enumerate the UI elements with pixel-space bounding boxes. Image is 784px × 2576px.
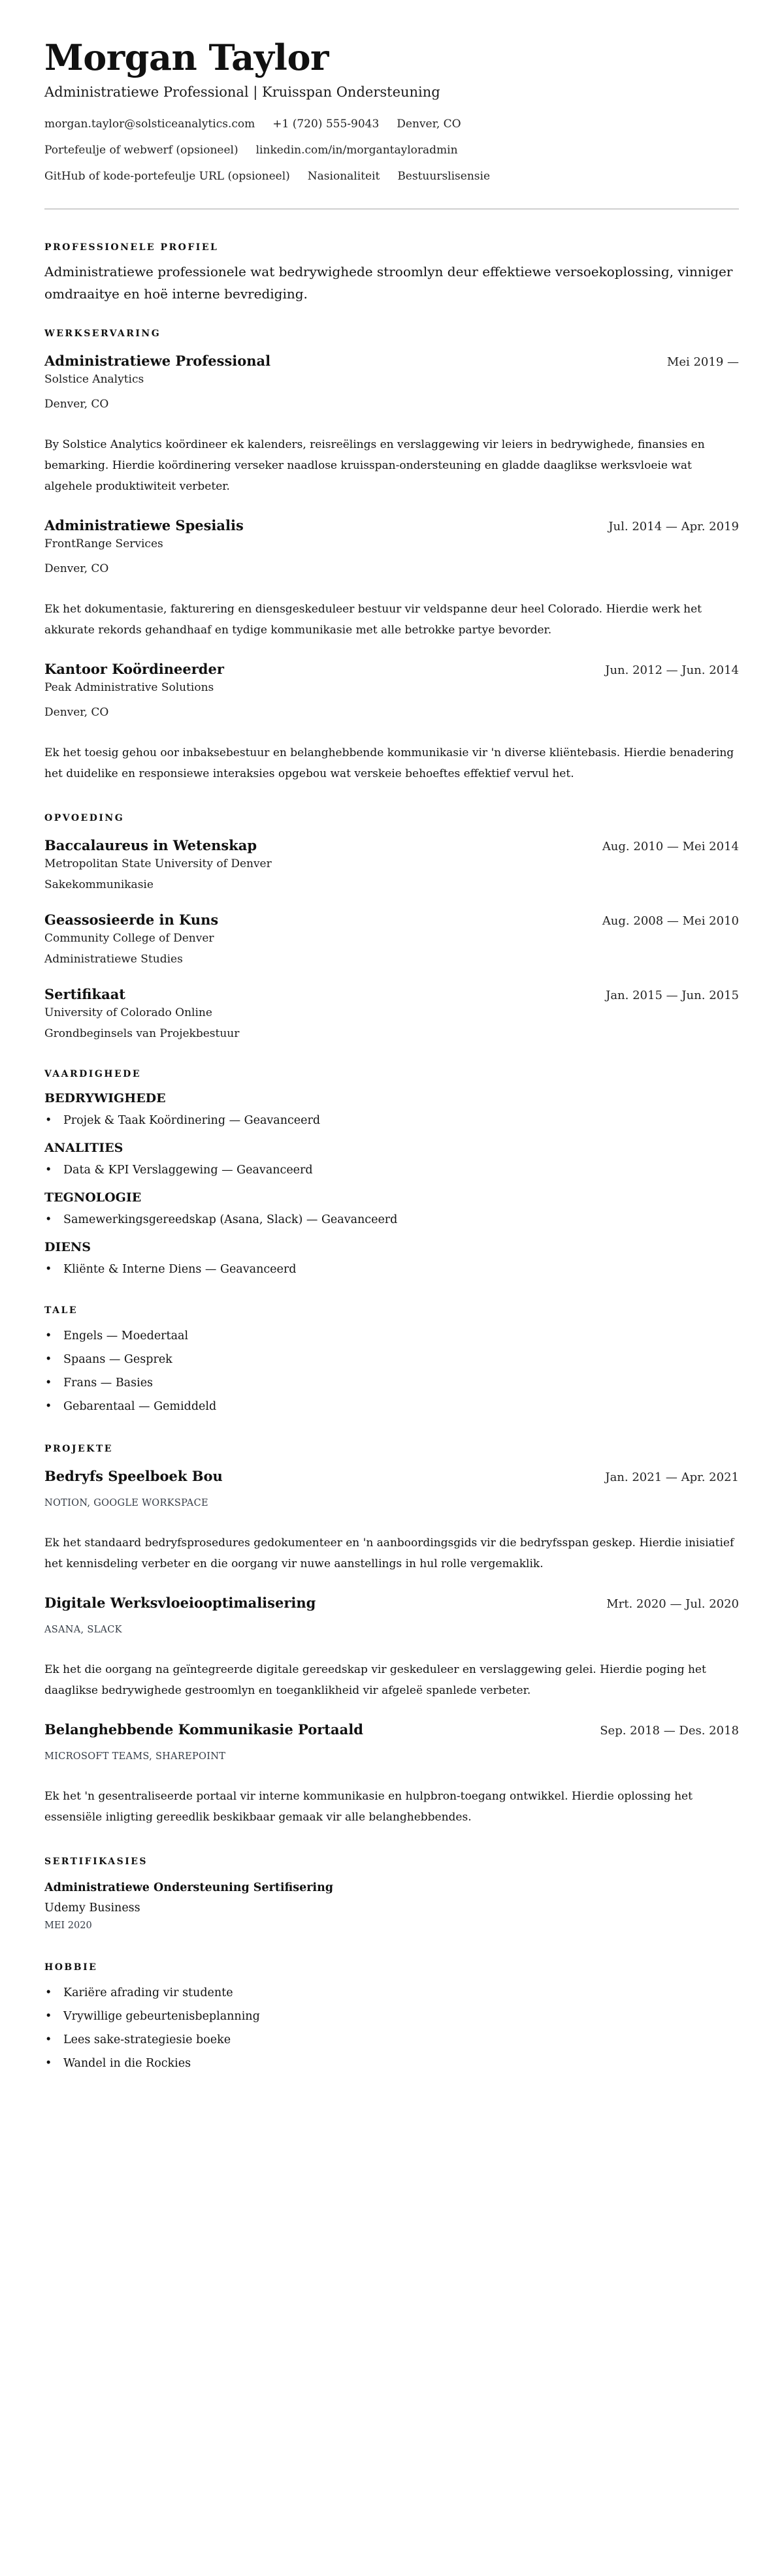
project-description: Ek het standaard bedryfsprosedures gedokumenteer en 'n aanboordingsgids vir die bedryfsspan geskep. Hierdie inisiatief het kennisdeling verbeter en die oorgang vir nuwe aanstellings in hul rolle vergemaklik. — [44, 1536, 734, 1570]
project-tech: ASANA, SLACK — [44, 1625, 122, 1635]
language-item: • Gebarentaal — Gemiddeld — [44, 1398, 739, 1415]
profile-summary: Administratiewe professionele wat bedrywighede stroomlyn deur effektiewe versoekoplossing, vinniger omdraaitye en hoë interne bevrediging. — [44, 264, 733, 302]
skill-category-name: TEGNOLOGIE — [44, 1190, 142, 1205]
contact-github[interactable]: GitHub of kode-portefeulje URL (opsioneel) — [44, 170, 290, 183]
degree-title: Baccalaureus in Wetenskap — [44, 837, 257, 853]
candidate-name: Morgan Taylor — [44, 37, 329, 78]
skill-category-name: DIENS — [44, 1240, 91, 1254]
contact-phone[interactable]: +1 (720) 555-9043 — [272, 118, 380, 131]
skill-category — [44, 1139, 739, 1179]
certification-date: MEI 2020 — [44, 1920, 92, 1931]
skill-item: • Kliënte & Interne Diens — Geavanceerd — [44, 1261, 739, 1278]
education-section — [44, 812, 739, 1042]
contact-nationality: Nasionaliteit — [307, 170, 380, 183]
field-of-study: Sakekommunikasie — [44, 878, 154, 891]
project-description: Ek het 'n gesentraliseerde portaal vir interne kommunikasie en hulpbron-toegang ontwikkel. Hierdie oplossing het essensiële inligting gereedlik beskikbaar gemaak vir alle belanghebbendes. — [44, 1790, 693, 1824]
project-entry — [44, 1721, 739, 1828]
field-of-study: Grondbeginsels van Projekbestuur — [44, 1027, 240, 1040]
education-entry — [44, 911, 739, 967]
school-name: Metropolitan State University of Denver — [44, 857, 272, 870]
header-divider — [44, 208, 739, 210]
school-name: University of Colorado Online — [44, 1006, 212, 1019]
skills-section — [44, 1068, 739, 1278]
skill-category — [44, 1239, 739, 1278]
languages-section — [44, 1304, 739, 1415]
skill-item: • Data & KPI Verslaggewing — Geavanceerd — [44, 1162, 739, 1179]
section-title: WERKSERVARING — [44, 328, 161, 339]
experience-section — [44, 327, 739, 784]
section-title: PROJEKTE — [44, 1444, 113, 1454]
section-title: HOBBIE — [44, 1962, 98, 1973]
resume-header — [44, 37, 739, 210]
project-dates: Jan. 2021 — Apr. 2021 — [605, 1471, 739, 1484]
contact-portfolio[interactable]: Portefeulje of webwerf (opsioneel) — [44, 144, 238, 157]
job-location: Denver, CO — [44, 562, 109, 575]
education-dates: Jan. 2015 — Jun. 2015 — [606, 989, 739, 1002]
school-name: Community College of Denver — [44, 932, 214, 945]
job-location: Denver, CO — [44, 398, 109, 411]
education-dates: Aug. 2008 — Mei 2010 — [602, 914, 739, 928]
candidate-headline: Administratiewe Professional | Kruisspan Ondersteuning — [44, 84, 440, 100]
experience-entry — [44, 352, 739, 497]
skill-item: • Samewerkingsgereedskap (Asana, Slack) — Geavanceerd — [44, 1211, 739, 1228]
job-title: Kantoor Koördineerder — [44, 661, 224, 677]
project-description: Ek het die oorgang na geïntegreerde digitale gereedskap vir geskeduleer en verslaggewing gelei. Hierdie poging het daaglikse bedrywighede gestroomlyn en toeganklikheid vir afgeleë spanlede verbeter. — [44, 1663, 706, 1697]
certification-issuer: Udemy Business — [44, 1901, 140, 1915]
job-dates: Mei 2019 — — [666, 355, 739, 369]
degree-title: Geassosieerde in Kuns — [44, 912, 219, 928]
contact-row — [44, 116, 739, 132]
experience-entry — [44, 517, 739, 641]
job-dates: Jul. 2014 — Apr. 2019 — [608, 520, 739, 533]
job-description: By Solstice Analytics koördineer ek kalenders, reisreëlings en verslaggewing vir leiers in bedrywighede, finansies en bemarking. Hierdie koördinering verseker naadlose kruisspan-ondersteuning en gladde daaglikse werksvloeie wat algehele produktiwiteit verbeter. — [44, 438, 705, 493]
skill-category — [44, 1189, 739, 1228]
skill-category-name: ANALITIES — [44, 1141, 123, 1155]
certification-entry — [44, 1880, 739, 1932]
project-name: Bedryfs Speelboek Bou — [44, 1468, 223, 1484]
project-name: Belanghebbende Kommunikasie Portaald — [44, 1721, 363, 1738]
section-title: PROFESSIONELE PROFIEL — [44, 242, 219, 253]
contact-row — [44, 168, 739, 184]
company-name: FrontRange Services — [44, 537, 163, 550]
education-dates: Aug. 2010 — Mei 2014 — [602, 840, 739, 853]
project-tech: NOTION, GOOGLE WORKSPACE — [44, 1498, 208, 1508]
contact-location: Denver, CO — [397, 118, 461, 131]
job-location: Denver, CO — [44, 706, 109, 719]
degree-title: Sertifikaat — [44, 986, 126, 1002]
contact-linkedin[interactable]: linkedin.com/in/morgantayloradmin — [255, 144, 458, 157]
job-title: Administratiewe Professional — [44, 353, 271, 369]
company-name: Solstice Analytics — [44, 373, 144, 386]
language-item: • Frans — Basies — [44, 1375, 739, 1391]
section-title: TALE — [44, 1305, 78, 1316]
skill-category — [44, 1090, 739, 1129]
job-description: Ek het toesig gehou oor inbaksebestuur en belanghebbende kommunikasie vir 'n diverse kliëntebasis. Hierdie benadering het duidelike en responsiewe interaksies opgebou wat verskeie behoeftes effektief vervul het. — [44, 746, 734, 780]
project-name: Digitale Werksvloeiooptimalisering — [44, 1595, 316, 1611]
language-item: • Engels — Moedertaal — [44, 1328, 739, 1344]
job-title: Administratiewe Spesialis — [44, 517, 244, 533]
section-title: OPVOEDING — [44, 813, 125, 823]
project-dates: Sep. 2018 — Des. 2018 — [600, 1724, 739, 1738]
skill-item: • Projek & Taak Koördinering — Geavanceerd — [44, 1112, 739, 1129]
education-entry — [44, 836, 739, 893]
education-entry — [44, 985, 739, 1042]
contact-email[interactable]: morgan.taylor@solsticeanalytics.com — [44, 118, 255, 131]
field-of-study: Administratiewe Studies — [44, 953, 183, 966]
project-tech: MICROSOFT TEAMS, SHAREPOINT — [44, 1751, 226, 1762]
job-dates: Jun. 2012 — Jun. 2014 — [605, 663, 739, 677]
certifications-section — [44, 1855, 739, 1932]
hobby-item: • Vrywillige gebeurtenisbeplanning — [44, 2008, 739, 2025]
company-name: Peak Administrative Solutions — [44, 681, 214, 694]
profile-section — [44, 241, 739, 305]
section-title: VAARDIGHEDE — [44, 1069, 141, 1079]
hobby-item: • Wandel in die Rockies — [44, 2055, 739, 2072]
section-title: SERTIFIKASIES — [44, 1856, 148, 1867]
project-entry — [44, 1594, 739, 1701]
hobby-item: • Lees sake-strategiesie boeke — [44, 2031, 739, 2048]
language-item: • Spaans — Gesprek — [44, 1351, 739, 1368]
hobbies-section — [44, 1961, 739, 2072]
skill-category-name: BEDRYWIGHEDE — [44, 1091, 166, 1105]
hobby-item: • Kariëre afrading vir studente — [44, 1984, 739, 2001]
project-dates: Mrt. 2020 — Jul. 2020 — [606, 1597, 739, 1611]
experience-entry — [44, 660, 739, 784]
project-entry — [44, 1467, 739, 1574]
certification-name: Administratiewe Ondersteuning Sertifisering — [44, 1881, 334, 1894]
projects-section — [44, 1442, 739, 1828]
contact-row — [44, 142, 739, 158]
job-description: Ek het dokumentasie, fakturering en diensgeskeduleer bestuur vir veldspanne deur heel Colorado. Hierdie werk het akkurate rekords gehandhaaf en tydige kommunikasie met alle betrokke partye bevorder. — [44, 603, 702, 637]
contact-drivers-license: Bestuurslisensie — [397, 170, 490, 183]
